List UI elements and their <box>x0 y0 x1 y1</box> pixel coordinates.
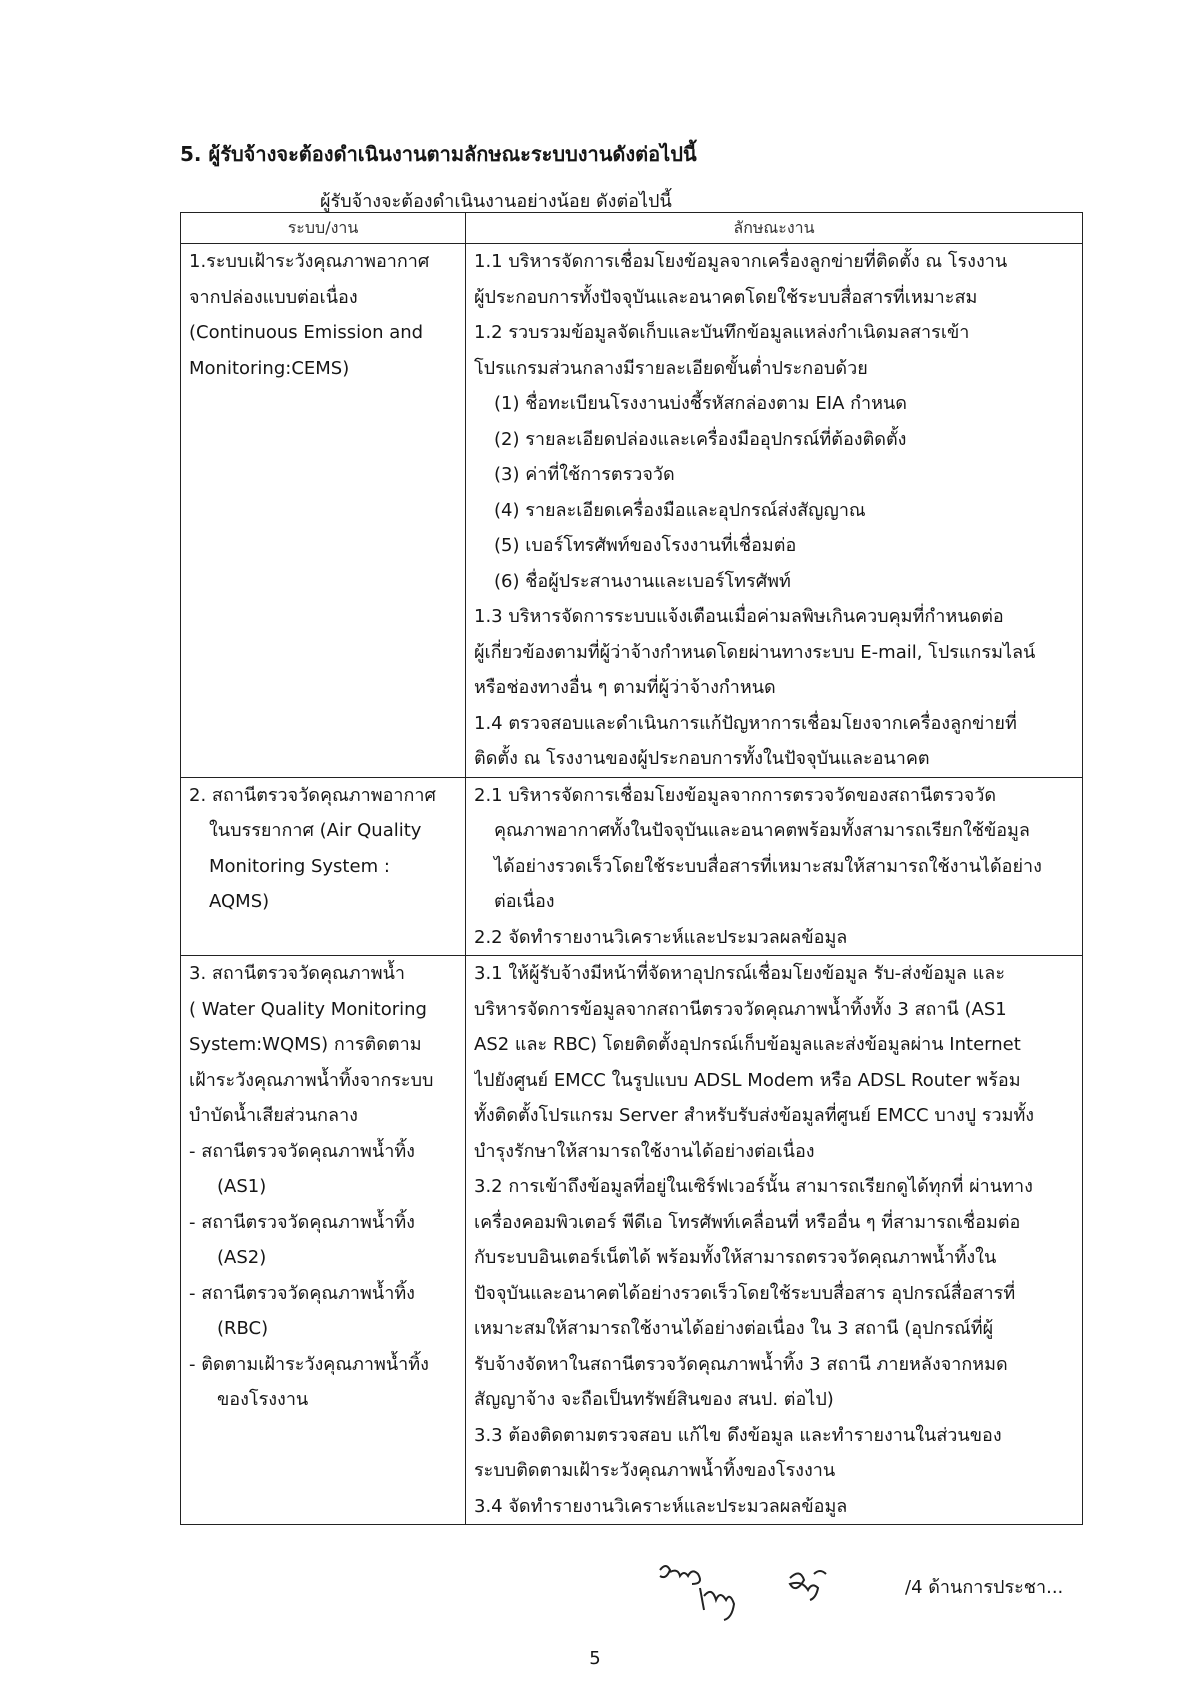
system-line: ( Water Quality Monitoring <box>189 998 427 1020</box>
task-line: ไปยังศูนย์ EMCC ในรูปแบบ ADSL Modem หรือ ADSL Router พร้อม <box>474 1069 1021 1091</box>
system-line: เฝ้าระวังคุณภาพน้ำทิ้งจากระบบ <box>189 1069 434 1091</box>
task-line: เหมาะสมให้สามารถใช้งานได้อย่างต่อเนื่อง ใน 3 สถานี (อุปกรณ์ที่ผู้ <box>474 1318 994 1339</box>
tasks-cell <box>466 956 1083 1525</box>
system-line: - ติดตามเฝ้าระวังคุณภาพน้ำทิ้ง <box>189 1353 429 1375</box>
task-line: สัญญาจ้าง จะถือเป็นทรัพย์สินของ สนป. ต่อไป) <box>474 1389 834 1410</box>
task-line: (4) รายละเอียดเครื่องมือและอุปกรณ์ส่งสัญญาณ <box>494 499 866 521</box>
system-line: (Continuous Emission and <box>189 322 424 343</box>
task-line: (6) ชื่อผู้ประสานงานและเบอร์โทรศัพท์ <box>494 570 791 592</box>
task-line: 3.1 ให้ผู้รับจ้างมีหน้าที่จัดหาอุปกรณ์เชื่อมโยงข้อมูล รับ-ส่งข้อมูล และ <box>474 963 1005 984</box>
system-line: (AS2) <box>217 1247 267 1268</box>
column-header-system: ระบบ/งาน <box>181 213 466 244</box>
signature-stroke <box>790 1571 826 1600</box>
page-number: 5 <box>589 1648 601 1669</box>
task-line: บริหารจัดการข้อมูลจากสถานีตรวจวัดคุณภาพน้ำทิ้งทั้ง 3 สถานี (AS1 <box>474 998 1007 1020</box>
system-cell <box>181 956 466 1525</box>
continuation-note: /4 ด้านการประชา... <box>905 1577 1064 1598</box>
task-line: 1.3 บริหารจัดการระบบแจ้งเตือนเมื่อค่ามลพิษเกินควบคุมที่กำหนดต่อ <box>474 606 1004 627</box>
table-row <box>181 244 1083 778</box>
task-line: 3.3 ต้องติดตามตรวจสอบ แก้ไข ดึงข้อมูล และทำรายงานในส่วนของ <box>474 1424 1002 1446</box>
system-line: ของโรงงาน <box>217 1389 309 1410</box>
task-line: บำรุงรักษาให้สามารถใช้งานได้อย่างต่อเนื่อง <box>474 1140 815 1162</box>
task-line: ผู้ประกอบการทั้งปัจจุบันและอนาคตโดยใช้ระบบสื่อสารที่เหมาะสม <box>474 286 978 308</box>
system-line: (AS1) <box>217 1176 267 1197</box>
task-line: (2) รายละเอียดปล่องและเครื่องมืออุปกรณ์ที่ต้องติดตั้ง <box>494 428 907 450</box>
system-line: ในบรรยากาศ (Air Quality <box>209 820 422 841</box>
task-line: ระบบติดตามเฝ้าระวังคุณภาพน้ำทิ้งของโรงงาน <box>474 1460 836 1481</box>
handwritten-signatures <box>640 1558 860 1623</box>
table-row <box>181 956 1083 1525</box>
column-header-tasks: ลักษณะงาน <box>466 213 1083 244</box>
system-line: 1.ระบบเฝ้าระวังคุณภาพอากาศ <box>189 251 430 272</box>
task-line: ติดตั้ง ณ โรงงานของผู้ประกอบการทั้งในปัจจุบันและอนาคต <box>474 748 930 769</box>
task-line: (5) เบอร์โทรศัพท์ของโรงงานที่เชื่อมต่อ <box>494 535 797 556</box>
task-line: 1.1 บริหารจัดการเชื่อมโยงข้อมูลจากเครื่องลูกข่ายที่ติดตั้ง ณ โรงงาน <box>474 251 1008 272</box>
task-line: โปรแกรมส่วนกลางมีรายละเอียดขั้นต่ำประกอบด้วย <box>474 357 868 379</box>
system-line: (RBC) <box>217 1318 269 1339</box>
task-line: (1) ชื่อทะเบียนโรงงานบ่งชี้รหัสกล่องตาม EIA กำหนด <box>494 393 907 414</box>
task-line: ปัจจุบันและอนาคตได้อย่างรวดเร็วโดยใช้ระบบสื่อสาร อุปกรณ์สื่อสารที่ <box>474 1282 1016 1304</box>
system-line: - สถานีตรวจวัดคุณภาพน้ำทิ้ง <box>189 1140 415 1162</box>
system-line: Monitoring:CEMS) <box>189 357 350 379</box>
section-subheading: ผู้รับจ้างจะต้องดำเนินงานอย่างน้อย ดังต่อไปนี้ <box>320 191 672 212</box>
task-line: 1.2 รวบรวมข้อมูลจัดเก็บและบันทึกข้อมูลแหล่งกำเนิดมลสารเข้า <box>474 322 970 343</box>
tasks-cell <box>466 244 1083 778</box>
system-line: System:WQMS) การติดตาม <box>189 1034 422 1055</box>
table-row <box>181 777 1083 956</box>
system-line: - สถานีตรวจวัดคุณภาพน้ำทิ้ง <box>189 1211 415 1233</box>
task-line: 1.4 ตรวจสอบและดำเนินการแก้ปัญหาการเชื่อมโยงจากเครื่องลูกข่ายที่ <box>474 712 1017 734</box>
task-line: หรือช่องทางอื่น ๆ ตามที่ผู้ว่าจ้างกำหนด <box>474 677 776 698</box>
task-line: ต่อเนื่อง <box>494 891 555 912</box>
task-line: คุณภาพอากาศทั้งในปัจจุบันและอนาคตพร้อมทั้งสามารถเรียกใช้ข้อมูล <box>494 820 1030 841</box>
system-line: AQMS) <box>209 891 270 912</box>
system-line: จากปล่องแบบต่อเนื่อง <box>189 286 358 308</box>
task-line: 3.2 การเข้าถึงข้อมูลที่อยู่ในเซิร์ฟเวอร์นั้น สามารถเรียกดูได้ทุกที่ ผ่านทาง <box>474 1176 1033 1197</box>
task-line: 3.4 จัดทำรายงานวิเคราะห์และประมวลผลข้อมูล <box>474 1495 848 1517</box>
signature-image <box>640 1558 860 1623</box>
section-heading: 5. ผู้รับจ้างจะต้องดำเนินงานตามลักษณะระบบงานดังต่อไปนี้ <box>180 142 697 166</box>
task-line: 2.2 จัดทำรายงานวิเคราะห์และประมวลผลข้อมูล <box>474 926 848 948</box>
task-line: AS2 และ RBC) โดยติดตั้งอุปกรณ์เก็บข้อมูลและส่งข้อมูลผ่าน Internet <box>474 1034 1021 1055</box>
task-line: กับระบบอินเตอร์เน็ตได้ พร้อมทั้งให้สามารถตรวจวัดคุณภาพน้ำทิ้งใน <box>474 1247 997 1268</box>
task-line: เครื่องคอมพิวเตอร์ พีดีเอ โทรศัพท์เคลื่อนที่ หรืออื่น ๆ ที่สามารถเชื่อมต่อ <box>474 1211 1021 1233</box>
task-line: ผู้เกี่ยวข้องตามที่ผู้ว่าจ้างกำหนดโดยผ่านทางระบบ E-mail, โปรแกรมไลน์ <box>474 641 1036 663</box>
task-line: ทั้งติดตั้งโปรแกรม Server สำหรับรับส่งข้อมูลที่ศูนย์ EMCC บางปู รวมทั้ง <box>474 1105 1035 1126</box>
system-line: 3. สถานีตรวจวัดคุณภาพน้ำ <box>189 963 405 984</box>
table-header-row <box>181 213 1083 244</box>
task-line: (3) ค่าที่ใช้การตรวจวัด <box>494 464 675 485</box>
task-line: รับจ้างจัดหาในสถานีตรวจวัดคุณภาพน้ำทิ้ง 3 สถานี ภายหลังจากหมด <box>474 1353 1008 1375</box>
work-system-table <box>180 212 1083 1525</box>
signature-stroke <box>660 1566 700 1584</box>
system-line: - สถานีตรวจวัดคุณภาพน้ำทิ้ง <box>189 1282 415 1304</box>
system-cell <box>181 777 466 956</box>
tasks-cell <box>466 777 1083 956</box>
signature-stroke <box>700 1588 734 1620</box>
system-line: บำบัดน้ำเสียส่วนกลาง <box>189 1105 358 1126</box>
task-line: ได้อย่างรวดเร็วโดยใช้ระบบสื่อสารที่เหมาะสมให้สามารถใช้งานได้อย่าง <box>494 855 1042 877</box>
task-line: 2.1 บริหารจัดการเชื่อมโยงข้อมูลจากการตรวจวัดของสถานีตรวจวัด <box>474 784 997 806</box>
system-cell <box>181 244 466 778</box>
system-line: Monitoring System : <box>209 855 390 877</box>
system-line: 2. สถานีตรวจวัดคุณภาพอากาศ <box>189 784 436 806</box>
